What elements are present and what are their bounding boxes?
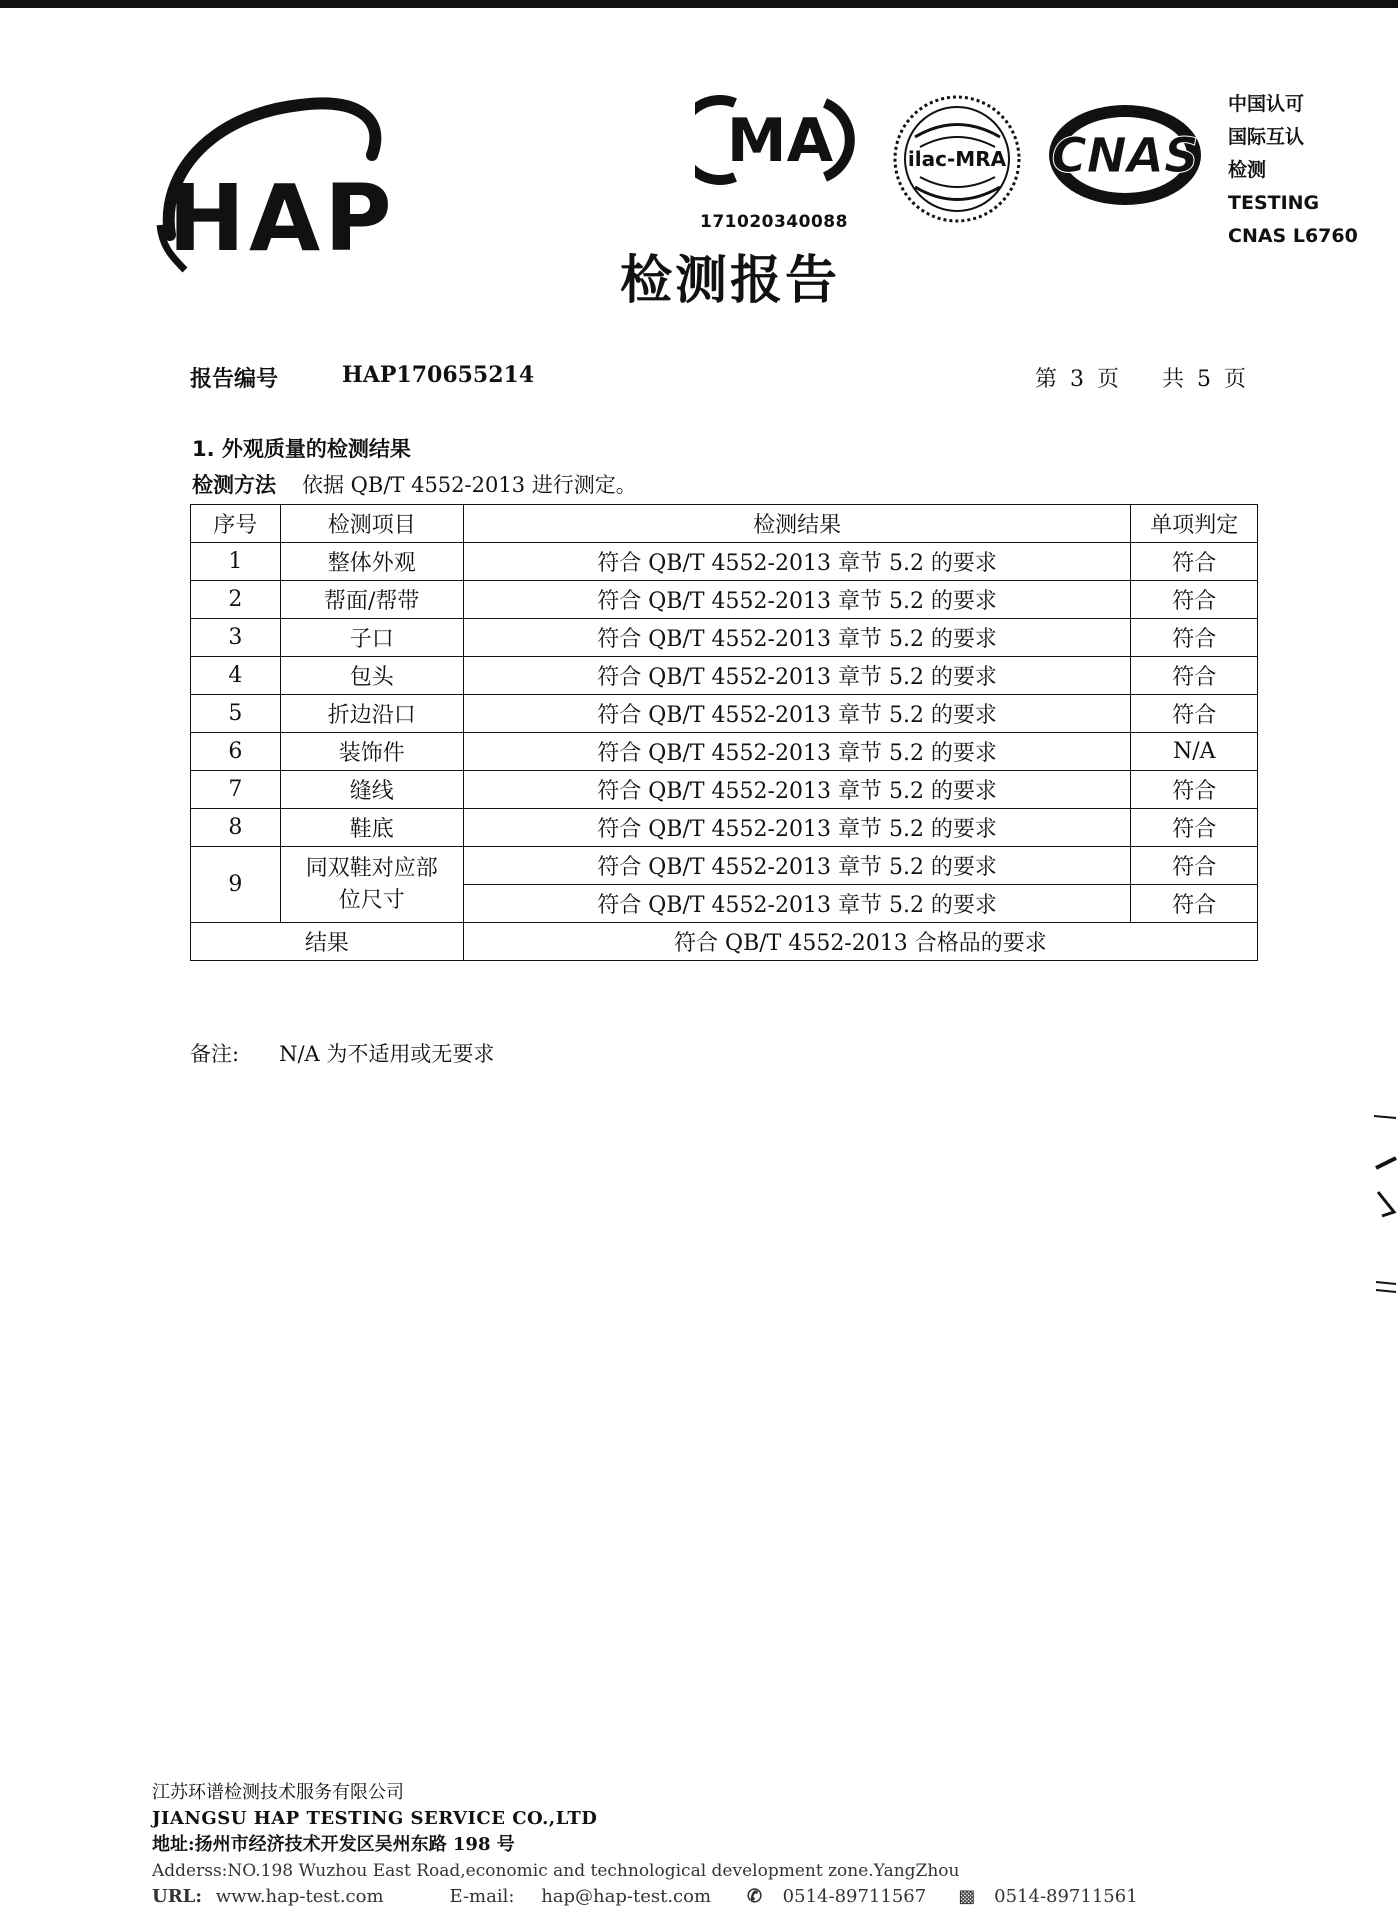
cell-verdict: 符合 xyxy=(1131,619,1258,657)
address-cn: 地址:扬州市经济技术开发区吴州东路 198 号 xyxy=(152,1834,515,1855)
cell-verdict: 符合 xyxy=(1131,809,1258,847)
col-header-item: 检测项目 xyxy=(280,505,463,543)
cell-item: 缝线 xyxy=(280,771,463,809)
method-text: 依据 QB/T 4552-2013 进行测定。 xyxy=(302,473,637,497)
col-header-no: 序号 xyxy=(191,505,281,543)
cell-verdict: N/A xyxy=(1131,733,1258,771)
cell-item-line: 位尺寸 xyxy=(338,887,405,913)
cell-result: 符合 QB/T 4552-2013 章节 5.2 的要求 xyxy=(463,771,1131,809)
accreditation-block xyxy=(1228,88,1358,253)
company-name-en: JIANGSU HAP TESTING SERVICE CO.,LTD xyxy=(152,1808,598,1829)
cell-no: 4 xyxy=(191,657,281,695)
cell-item: 鞋底 xyxy=(280,809,463,847)
col-header-result: 检测结果 xyxy=(463,505,1131,543)
remark xyxy=(190,1038,494,1068)
cell-item: 装饰件 xyxy=(280,733,463,771)
remark-text: N/A 为不适用或无要求 xyxy=(279,1042,495,1066)
page-number: 3 xyxy=(1070,367,1085,392)
scan-edge-marks xyxy=(1372,1112,1398,1302)
report-number-label: 报告编号 xyxy=(190,367,279,392)
cell-item xyxy=(280,847,463,923)
accreditation-line: 检测 xyxy=(1228,159,1267,181)
contact-row xyxy=(152,1884,1138,1910)
cell-verdict: 符合 xyxy=(1131,581,1258,619)
table-row xyxy=(191,581,1258,619)
table-header-row xyxy=(191,505,1258,543)
accreditation-line: TESTING xyxy=(1228,192,1320,214)
cell-verdict: 符合 xyxy=(1131,543,1258,581)
total-unit: 页 xyxy=(1224,367,1247,392)
cell-verdict: 符合 xyxy=(1131,847,1258,885)
top-border xyxy=(0,0,1398,8)
document-title: 检测报告 xyxy=(620,250,841,311)
results-table xyxy=(190,504,1258,961)
cell-no: 1 xyxy=(191,543,281,581)
cell-result: 符合 QB/T 4552-2013 章节 5.2 的要求 xyxy=(463,733,1131,771)
cell-result: 符合 QB/T 4552-2013 章节 5.2 的要求 xyxy=(463,695,1131,733)
cell-result: 符合 QB/T 4552-2013 章节 5.2 的要求 xyxy=(463,581,1131,619)
email-label: E-mail: xyxy=(449,1886,515,1907)
table-row xyxy=(191,771,1258,809)
test-method xyxy=(192,469,637,499)
accreditation-line: CNAS L6760 xyxy=(1228,225,1358,247)
svg-text:MA: MA xyxy=(726,106,834,176)
summary-label: 结果 xyxy=(191,923,464,961)
cell-no: 6 xyxy=(191,733,281,771)
table-row xyxy=(191,809,1258,847)
cell-item: 整体外观 xyxy=(280,543,463,581)
phone-number: 0514-89711567 xyxy=(782,1886,927,1907)
page-unit: 页 xyxy=(1097,367,1120,392)
fax-icon: ▩ xyxy=(958,1886,976,1907)
footer xyxy=(152,1780,1138,1910)
svg-text:CNAS: CNAS xyxy=(1051,128,1199,184)
cell-verdict: 符合 xyxy=(1131,695,1258,733)
table-row xyxy=(191,619,1258,657)
company-name-cn: 江苏环谱检测技术服务有限公司 xyxy=(152,1782,404,1803)
cell-item: 包头 xyxy=(280,657,463,695)
report-number: HAP170655214 xyxy=(342,362,535,388)
address-en: Adderss:NO.198 Wuzhou East Road,economic and technological development zone.YangZhou xyxy=(152,1861,960,1881)
cell-no: 3 xyxy=(191,619,281,657)
cell-item: 折边沿口 xyxy=(280,695,463,733)
ilac-mra-logo xyxy=(890,92,1025,227)
url-link[interactable]: www.hap-test.com xyxy=(215,1886,384,1907)
cell-item: 帮面/帮带 xyxy=(280,581,463,619)
cell-verdict: 符合 xyxy=(1131,657,1258,695)
url-label: URL: xyxy=(152,1886,202,1907)
table-row xyxy=(191,733,1258,771)
cell-result: 符合 QB/T 4552-2013 章节 5.2 的要求 xyxy=(463,809,1131,847)
cell-result: 符合 QB/T 4552-2013 章节 5.2 的要求 xyxy=(463,543,1131,581)
svg-text:HAP: HAP xyxy=(168,165,396,272)
cma-logo xyxy=(695,95,865,185)
section-title: 1. 外观质量的检测结果 xyxy=(192,437,411,461)
col-header-verdict: 单项判定 xyxy=(1131,505,1258,543)
cell-result: 符合 QB/T 4552-2013 章节 5.2 的要求 xyxy=(463,885,1131,923)
table-summary-row xyxy=(191,923,1258,961)
table-row xyxy=(191,657,1258,695)
cell-no: 8 xyxy=(191,809,281,847)
total-prefix: 共 xyxy=(1162,367,1185,392)
cma-number: 171020340088 xyxy=(700,212,848,232)
table-row xyxy=(191,543,1258,581)
table-row xyxy=(191,695,1258,733)
cell-no: 7 xyxy=(191,771,281,809)
cell-result: 符合 QB/T 4552-2013 章节 5.2 的要求 xyxy=(463,847,1131,885)
cell-result: 符合 QB/T 4552-2013 章节 5.2 的要求 xyxy=(463,657,1131,695)
cell-no: 9 xyxy=(191,847,281,923)
table-row xyxy=(191,847,1258,885)
method-label: 检测方法 xyxy=(192,473,276,497)
cell-no: 5 xyxy=(191,695,281,733)
accreditation-line: 国际互认 xyxy=(1228,126,1305,148)
fax-number: 0514-89711561 xyxy=(994,1886,1138,1907)
total-pages: 5 xyxy=(1197,367,1212,392)
accreditation-line: 中国认可 xyxy=(1228,93,1305,115)
summary-value: 符合 QB/T 4552-2013 合格品的要求 xyxy=(463,923,1257,961)
cell-no: 2 xyxy=(191,581,281,619)
remark-label: 备注: xyxy=(190,1042,240,1066)
cell-result: 符合 QB/T 4552-2013 章节 5.2 的要求 xyxy=(463,619,1131,657)
phone-icon: ✆ xyxy=(746,1886,763,1907)
page-info xyxy=(1035,362,1252,393)
svg-text:ilac-MRA: ilac-MRA xyxy=(907,147,1007,171)
page-prefix: 第 xyxy=(1035,367,1058,392)
cell-item-line: 同双鞋对应部 xyxy=(305,855,438,881)
hap-logo xyxy=(150,85,400,285)
cnas-logo xyxy=(1045,100,1205,210)
cell-verdict: 符合 xyxy=(1131,771,1258,809)
cell-item: 子口 xyxy=(280,619,463,657)
cell-verdict: 符合 xyxy=(1131,885,1258,923)
email-link[interactable]: hap@hap-test.com xyxy=(541,1886,712,1907)
